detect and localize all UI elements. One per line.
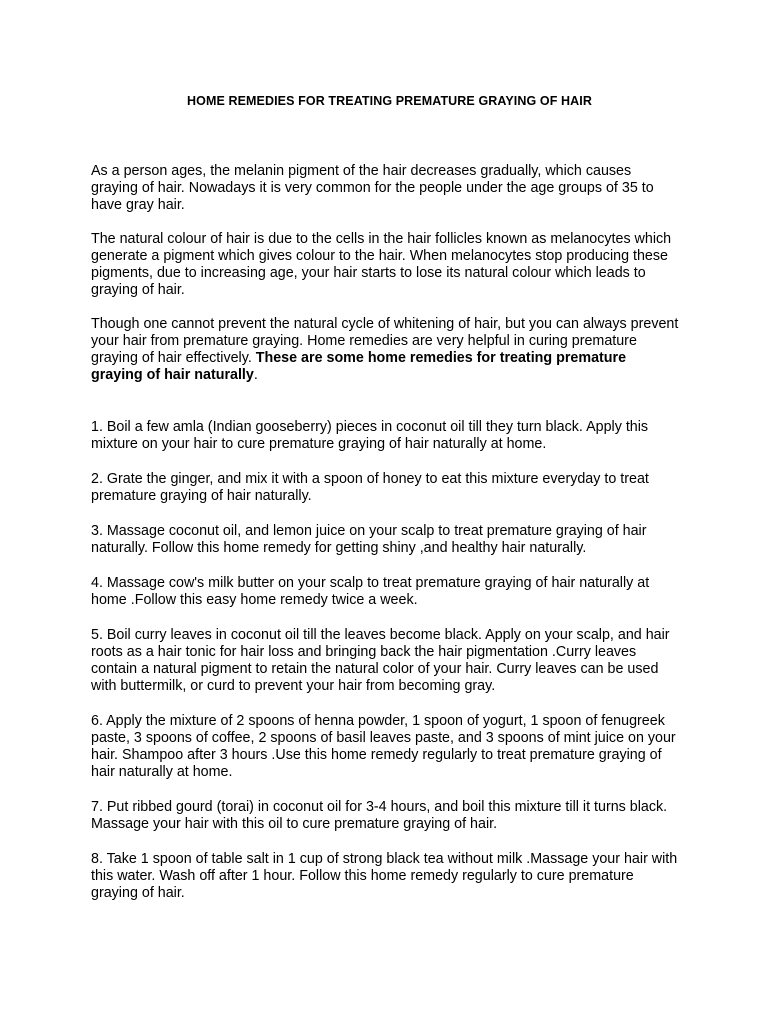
document-title: HOME REMEDIES FOR TREATING PREMATURE GRAYING OF HAIR [187,94,592,108]
intro-paragraph-3 [91,316,680,384]
remedy-item-6: 6. Apply the mixture of 2 spoons of henna powder, 1 spoon of yogurt, 1 spoon of fenugreek paste, 3 spoons of coffee, 2 spoons of basil leaves paste, and 3 spoons of mint juice on your hair. Shampoo after 3 hours .Use this home remedy regularly to treat premature graying of hair naturally at home. [91,713,676,780]
remedy-item-7: 7. Put ribbed gourd (torai) in coconut oil for 3-4 hours, and boil this mixture till it turns black. Massage your hair with this oil to cure premature graying of hair. [91,799,668,832]
intro-paragraph-3-end: . [253,367,258,383]
remedy-item-1: 1. Boil a few amla (Indian gooseberry) pieces in coconut oil till they turn black. Apply this mixture on your hair to cure premature graying of hair naturally at home. [91,419,649,452]
remedy-item-5: 5. Boil curry leaves in coconut oil till the leaves become black. Apply on your scalp, and hair roots as a hair tonic for hair loss and bringing back the hair pigmentation .Curry leaves contain a natural pigment to retain the natural color of your hair. Curry leaves can be used with buttermilk, or curd to prevent your hair from becoming gray. [91,627,670,694]
remedy-item-3: 3. Massage coconut oil, and lemon juice on your scalp to treat premature graying of hair naturally. Follow this home remedy for getting shiny ,and healthy hair naturally. [91,523,647,556]
intro-paragraph-3-text: Though one cannot prevent the natural cycle of whitening of hair, but you can always prevent your hair from premature graying. Home remedies are very helpful in curing premature graying of hair effectively. [91,316,679,366]
remedy-item-4: 4. Massage cow's milk butter on your scalp to treat premature graying of hair naturally at home .Follow this easy home remedy twice a week. [91,575,650,608]
intro-paragraph-1: As a person ages, the melanin pigment of the hair decreases gradually, which causes graying of hair. Nowadays it is very common for the people under the age groups of 35 to have gray hair. [91,163,654,213]
intro-paragraph-2: The natural colour of hair is due to the cells in the hair follicles known as melanocytes which generate a pigment which gives colour to the hair. When melanocytes stop producing these pigments, due to increasing age, your hair starts to lose its natural colour which leads to graying of hair. [91,231,672,298]
remedy-item-2: 2. Grate the ginger, and mix it with a spoon of honey to eat this mixture everyday to treat premature graying of hair naturally. [91,471,649,504]
intro-paragraph-3-bold: These are some home remedies for treating premature graying of hair naturally [91,350,627,383]
remedy-item-8: 8. Take 1 spoon of table salt in 1 cup of strong black tea without milk .Massage your hair with this water. Wash off after 1 hour. Follow this home remedy regularly to cure premature graying of hair. [91,851,678,901]
